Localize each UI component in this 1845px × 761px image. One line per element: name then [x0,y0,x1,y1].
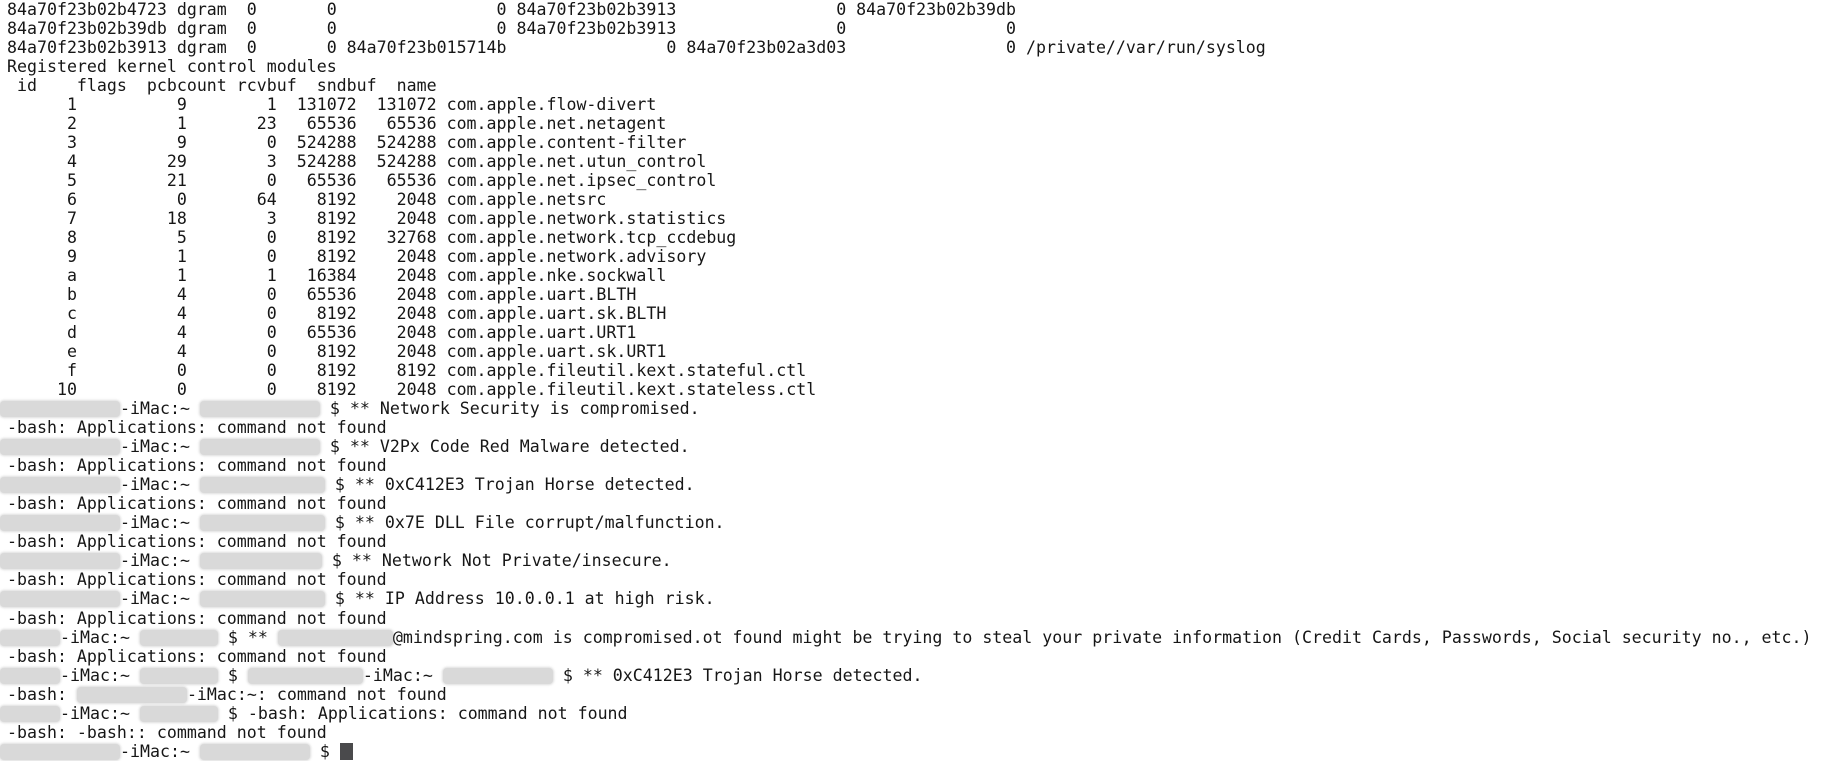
terminal-line [0,589,1845,608]
terminal-text: -iMac:~ [120,551,200,571]
terminal-text: -bash: Applications: command not found [7,608,387,628]
terminal-line [0,361,1845,380]
terminal-line [0,19,1845,38]
terminal-text: -iMac:~ [362,665,443,685]
terminal-text: b 4 0 65536 2048 com.apple.uart.BLTH [7,285,637,305]
terminal-text: 2 1 23 65536 65536 com.apple.net.netagent [7,114,667,134]
redacted-text [77,687,187,703]
terminal-text: $ ** 0xC412E3 Trojan Horse detected. [552,665,923,685]
terminal-line [0,380,1845,399]
terminal-text: -iMac:~ [120,741,200,761]
redacted-text [140,706,218,722]
terminal-line [0,171,1845,190]
terminal-text: Registered kernel control modules [7,57,337,77]
redacted-text [200,477,325,493]
terminal-text: 5 21 0 65536 65536 com.apple.net.ipsec_control [7,171,717,191]
terminal-line [0,609,1845,628]
terminal-line [0,152,1845,171]
terminal-cursor [340,743,353,760]
terminal-text: c 4 0 8192 2048 com.apple.uart.sk.BLTH [7,304,667,324]
terminal-line [0,399,1845,418]
terminal-line [0,551,1845,570]
terminal-text: $ ** Network Security is compromised. [319,399,700,419]
terminal-text: -bash: Applications: command not found [7,418,387,438]
terminal-line [0,247,1845,266]
terminal-line [0,685,1845,704]
terminal-text: $ ** Network Not Private/insecure. [321,551,672,571]
redacted-text [200,401,320,417]
terminal-line [0,704,1845,723]
terminal-line [0,513,1845,532]
terminal-text: $ ** IP Address 10.0.0.1 at high risk. [324,589,715,609]
terminal-text: -iMac:~ [60,627,140,647]
terminal-text: 7 18 3 8192 2048 com.apple.network.statistics [7,209,727,229]
terminal-line [0,114,1845,133]
terminal-line [0,133,1845,152]
terminal-line [0,304,1845,323]
terminal-line [0,418,1845,437]
terminal-line [0,285,1845,304]
redacted-text [200,439,320,455]
terminal-text: 9 1 0 8192 2048 com.apple.network.advisory [7,247,707,267]
terminal-text: 84a70f23b02b4723 dgram 0 0 0 84a70f23b02b3913 0 84a70f23b02b39db [7,0,1017,19]
redacted-text [200,515,325,531]
terminal-text: 6 0 64 8192 2048 com.apple.netsrc [7,190,607,210]
terminal-text: -iMac:~ [120,513,200,533]
terminal-text: d 4 0 65536 2048 com.apple.uart.URT1 [7,323,637,343]
redacted-text [140,630,218,646]
terminal-text: 8 5 0 8192 32768 com.apple.network.tcp_ccdebug [7,228,737,248]
terminal-line [0,647,1845,666]
terminal-text: -iMac:~ [60,703,140,723]
terminal-text: 3 9 0 524288 524288 com.apple.content-filter [7,133,687,153]
redacted-text [248,668,363,684]
terminal-line [0,190,1845,209]
terminal-line [0,76,1845,95]
redacted-text [0,553,120,569]
terminal-line [0,228,1845,247]
redacted-text [0,630,60,646]
terminal-line [0,437,1845,456]
terminal-line [0,0,1845,19]
terminal-text: -iMac:~ [120,437,200,457]
redacted-text [443,668,553,684]
terminal-text: -iMac:~ [120,589,200,609]
terminal-text: 84a70f23b02b3913 dgram 0 0 84a70f23b015714b 0 84a70f23b02a3d03 0 /private//var/run/syslog [7,38,1266,58]
redacted-text [0,744,120,760]
terminal-text: -iMac:~ [120,475,200,495]
terminal-text: $ -bash: Applications: command not found [217,703,628,723]
redacted-text [0,401,120,417]
terminal-text: f 0 0 8192 8192 com.apple.fileutil.kext.stateful.ctl [7,361,807,381]
terminal-line [0,628,1845,647]
redacted-text [200,553,322,569]
terminal-text: 1 9 1 131072 131072 com.apple.flow-divert [7,95,657,115]
terminal-text: 84a70f23b02b39db dgram 0 0 0 84a70f23b02b3913 0 0 [7,19,1017,39]
redacted-text [0,668,60,684]
terminal-text: $ ** 0xC412E3 Trojan Horse detected. [324,475,695,495]
terminal-text: 10 0 0 8192 2048 com.apple.fileutil.kext.stateless.ctl [7,380,817,400]
redacted-text [278,630,393,646]
terminal-line [0,342,1845,361]
terminal-text: -bash: Applications: command not found [7,494,387,514]
terminal-line [0,494,1845,513]
terminal-line [0,38,1845,57]
terminal-line [0,532,1845,551]
redacted-text [0,439,120,455]
terminal-line [0,266,1845,285]
terminal-line [0,723,1845,742]
redacted-text [200,744,310,760]
terminal-text: $ ** 0x7E DLL File corrupt/malfunction. [324,513,725,533]
redacted-text [140,668,218,684]
redacted-text [0,515,120,531]
terminal-text: -bash: Applications: command not found [7,646,387,666]
redacted-text [0,477,120,493]
terminal-text: 4 29 3 524288 524288 com.apple.net.utun_control [7,152,707,172]
terminal-line [0,475,1845,494]
terminal-line [0,323,1845,342]
terminal-line [0,95,1845,114]
redacted-text [200,591,325,607]
terminal-text: -bash: Applications: command not found [7,456,387,476]
terminal-text: id flags pcbcount rcvbuf sndbuf name [7,76,437,96]
terminal-line [0,209,1845,228]
terminal-text: -bash: Applications: command not found [7,532,387,552]
terminal-line [0,666,1845,685]
terminal-text: -iMac:~ [60,665,140,685]
terminal-text: -bash: Applications: command not found [7,570,387,590]
terminal-text: $ ** [217,627,278,647]
terminal-line [0,456,1845,475]
redacted-text [0,706,60,722]
terminal-line [0,742,1845,761]
terminal-text: $ ** V2Px Code Red Malware detected. [319,437,690,457]
terminal-text: -iMac:~ [120,399,200,419]
terminal-text: @mindspring.com is compromised.ot found might be trying to steal your private information (Credit Cards, Passwords, Social security no., etc.) [392,627,1812,647]
terminal-text: -bash: -bash:: command not found [7,722,327,742]
terminal-text: $ [309,741,340,761]
terminal-text: -bash: [7,684,77,704]
terminal-text: $ [217,665,248,685]
terminal-text: a 1 1 16384 2048 com.apple.nke.sockwall [7,266,667,286]
terminal-line [0,570,1845,589]
redacted-text [0,591,120,607]
terminal-line [0,57,1845,76]
terminal-text: e 4 0 8192 2048 com.apple.uart.sk.URT1 [7,342,667,362]
terminal-text: -iMac:~: command not found [186,684,447,704]
